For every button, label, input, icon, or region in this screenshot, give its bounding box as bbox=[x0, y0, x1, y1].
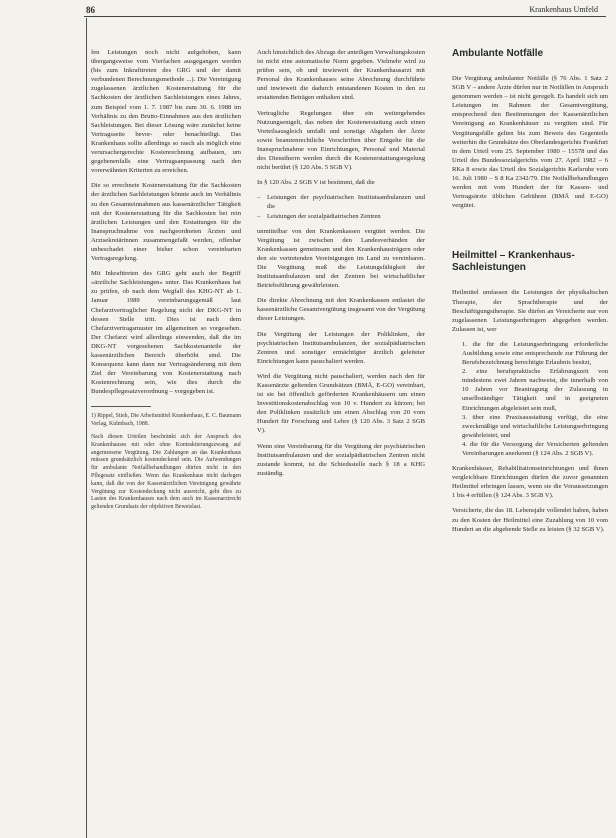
list-item: – Leistungen der sozialpädiatrischen Zentren bbox=[257, 212, 425, 221]
paragraph: unmittelbar von den Krankenkassen vergütet werden. Die Vergütung ist zwischen den Landesverbänden der Krankenkassen gemeinsam und den Krankenhausträgern oder den sie vertretenden Vereinigungen im Land zu vereinbaren. Die Vergütung muß die Leistungsfähigkeit der Institutsambulanzen und der Zentren bei wirtschaftlicher Betriebsführung gewährleisten. bbox=[257, 227, 425, 290]
paragraph: Krankenhäuser, Rehabilitationseinrichtungen und ihnen vergleichbare Einrichtungen dürfen die zuvor genannten Heilmittel erbringen lassen, wenn sie die Voraussetzungen 1 bis 4 erfüllen (§ 124 Abs. 3 SGB V). bbox=[452, 465, 608, 500]
section-heading: Ambulante Notfälle bbox=[452, 48, 544, 59]
paragraph: Vertragliche Regelungen über ein weitergehendes Nutzungsentgelt, das neben der Kostenerstattung auch einen Vorteilsausgleich umfaßt und sonstige Abgaben der Ärzte sowie beamtenrechtliche Vorschriften über Entgelte für die Inanspruchnahme von Einrichtungen, Personal und Material des Dienstherrn werden durch die Kostenerstattungsregelung nicht berührt (§ 120 Abs. 5 SGB V). bbox=[257, 109, 425, 172]
column-3 bbox=[452, 48, 608, 838]
paragraph: Wird die Vergütung nicht pauschaliert, werden nach den für Kassenärzte geltenden Grundsätzen (BMÄ, E-GO) vereinbart, ist sie bei öffentlich geförderten Krankenhäusern um einen Investitionskostenabschlag von 10 v. Hundert zu kürzen; bei den Poliklinken zusätzlich um einen Abschlag von 20 vom Hundert für Forschung und Lehre (§ 120 Abs. 3 Satz 2 SGB V). bbox=[257, 372, 425, 435]
paragraph: Heilmittel umfassen die Leistungen der physikalischen Therapie, der Sprachtherapie und der Beschäftigungstherapie. Sie dürfen an Versicherte nur von zugelassenen Leistungserbringern abgegeben werden. Zulassen ist, wer bbox=[452, 289, 608, 333]
section-heading: Heilmittel – Krankenhaus-Sachleistungen bbox=[452, 250, 575, 274]
footnote: 1) Rippel, Stieh, Die Arbeitsmittel Krankenhaus, E. C. Baumann Verlag, Kulmbach, 1988. bbox=[91, 413, 241, 428]
list-item: 1. die für die Leistungserbringung erforderliche Ausbildung sowie eine entsprechende zur Führung der Berufsbezeichnung berechtigte Erlaubnis besitzt, bbox=[462, 340, 608, 367]
numbered-list bbox=[452, 340, 608, 458]
margin-rule bbox=[86, 18, 87, 838]
dash-list bbox=[257, 193, 425, 220]
paragraph: Versicherte, die das 18. Lebensjahr vollendet haben, haben zu den Kosten der Heilmittel eine Zuzahlung von 10 vom Hundert an die abgebende Stelle zu leisten (§ 32 SGB V). bbox=[452, 507, 608, 533]
paragraph: Die Vergütung ambulanter Notfälle (§ 76 Abs. 1 Satz 2 SGB V – andere Ärzte dürfen nur in Notfällen in Anspruch genommen werden – ist nicht geregelt. Es handelt sich um Leistungen im Rahmen der Gesamtvergütung, entsprechend den Bestimmungen der Kassenärztlichen Vereinigung an Krankenhäuser zu vergüten sind. Für Vergütungsfälle gelten bis zum Beweis des Gegenteils weiterhin die Grundsätze des Oberlandesgerichts Frankfurt in dem Urteil vom 25. September 1980 – 15578 und das Urteil des Bundessozialgerichts vom 27. April 1982 – 6 RKa 8 sowie das Urteil des Sozialgerichts Karlsruhe vom 16. Juli 1980 – S 8 Ka 2342/79. Die Notfallbehandlungen werden mit vom Hundert der für Kassen- und Vertragsärzte üblichen Gebühren (BMÄ und E-GO) vergütet. bbox=[452, 75, 608, 210]
list-item: 3. über eine Praxisausstattung verfügt, die eine zweckmäßige und wirtschaftliche Leistungserbringung gewährleistet, und bbox=[462, 413, 608, 439]
paragraph: Die direkte Abrechnung mit den Krankenkassen entlastet die kassenärztliche Gesamtvergütung insgesamt von der Vergütung dieser Leistungen. bbox=[257, 297, 425, 323]
footnote: Nach diesen Urteilen beschränkt sich der Anspruch des Krankenhauses mit oder ohne Kontraktierungszwang auf angemessene Vergütung. Die Zahlungen an das Krankenhaus müssen grundsätzlich kostendeckend sein. Die Aufwendungen für ambulante Notfallbehandlungen dürfen nicht in den Pflegesatz einfließen. Wenn das Krankenhaus nicht darlegen kann, daß die von der Kassenärztlichen Vereinigung gewährte Vergütung zur Kostendeckung nicht ausreicht, geht dies zu Lasten des Krankenhauses nach dem auch im Kassenarztrecht geltenden Grundsatz der objektiven Beweislast. bbox=[91, 434, 241, 511]
header-rule bbox=[84, 16, 606, 17]
running-title: Krankenhaus Umfeld bbox=[529, 5, 598, 14]
footnotes bbox=[91, 413, 241, 512]
paragraph: In § 120 Abs. 2 SGB V ist bestimmt, daß die bbox=[257, 179, 375, 187]
page-number: 86 bbox=[86, 5, 95, 15]
paragraph: Wenn eine Vereinbarung für die Vergütung der psychiatrischen Institutsambulanzen und der sozialpädiatrischen Zentren nicht zustande kommt, ist die Schiedsstelle nach § 18 a KHG zuständig. bbox=[257, 442, 425, 477]
list-item: 4. die für die Versorgung der Versicherten geltenden Vereinbarungen anerkennt (§ 124 Abs. 2 SGB V). bbox=[462, 440, 608, 457]
paragraph: Auch hinsichtlich des Abzugs der anteiligen Verwaltungskosten ist nicht eine automatische Norm gegeben. Vielmehr wird zu prüfen sein, ob und inwieweit der Krankenhausarzt mit Personal des Krankenhauses seine Abrechnung durchführte und inwieweit die dadurch entstandenen Kosten in den zu erstattenden Beträgen enthalten sind. bbox=[257, 49, 425, 102]
column-1 bbox=[91, 48, 241, 838]
paragraph: fen Leistungen noch nicht aufgehoben, kann übergangsweise vom Vierfachen ausgegangen werden (bis zum Inkrafttreten des GRG und der damit verbundenen Berechnungsmethode ...). Die Vereinigung zugelassenen ärztlichen Kostenerstattung für die Sachkosten der ärztlichen Sachleistungen eines Jahres, zum Beispiel vom 1. 7. 1987 bis zum 30. 6. 1988 im Verhältnis zu den Brutto-Einnahmen aus den ärztlichen Sachleistungen. Bei dieser Lösung wäre zunächst keine Vertragsseite bevor- oder benachteiligt. Das Krankenhaus sollte allerdings so rasch als möglich eine verursachergerechte Kostenrechnung aufbauen, um gegebenenfalls eine Vertragsanpassung nach den vorerwähnten Kriterien zu erreichen. bbox=[91, 49, 241, 175]
footnote-separator bbox=[91, 406, 151, 407]
column-2 bbox=[257, 48, 425, 838]
paragraph: Die so errechnete Kostenerstattung für die Sachkosten der ärztlichen Sachleistungen könnte auch im Verhältnis zu den Gesamteinnahmen aus kassenärztlicher Tätigkeit mit der Kostenerstattung für die Sachkosten bei rein ärztlichen Leistungen und den Erstattungen für die Inanspruchnahme von nachgeordneten Ärzten und Arztsekretärinnen zusammengefaßt werden, offenbar unbeschadet einer bisher schon vereinbarten Vertragsregelung. bbox=[91, 182, 241, 263]
list-item: 2. eine berufspraktische Erfahrungszeit von mindestens zwei Jahren nachweist, die innerhalb von 10 Jahren vor Beantragung der Zulassung in unselbständiger Tätigkeit und in geeigneten Einrichtungen abgeleistet sein muß, bbox=[462, 368, 608, 412]
paragraph: Mit Inkrafttreten des GRG geht auch der Begriff »ärztliche Sachleistungen« unter. Das Krankenhaus hat zu prüfen, ob nach dem Wegfall des KHG-NT ab 1. Januar 1989 vereinbarungsgemäß laut Chefarztvertraglicher Regelung nicht der DKG-NT in dessen Stelle tritt. Dies ist nach dem Chefarztvertragsmuster im allgemeinen so vorgesehen. Der Chefarzt wird allerdings einwenden, daß die im DKG-NT vorgesehenen Sachkostenanteile der kassenärztlichen Bereich überhöht sind. Die Konsequenz kann dann nur Vertragsänderung mit dem Ziel der Vereinbarung von Kostenerstattung nach Kostenrechnung sein, wie dies durch die Bundespflegesatzverordnung – vorgegeben ist. bbox=[91, 270, 241, 396]
list-item: – Leistungen der psychiatrischen Institutsambulanzen und die bbox=[257, 193, 425, 211]
paragraph: Die Vergütung der Leistungen der Poliklinken, der psychiatrischen Institutsambulanzen, der sozialpädiatrischen Zentren und sonstiger ermächtigter ärztlich geleiteter Einrichtungen kann pauschaliert werden. bbox=[257, 330, 425, 365]
